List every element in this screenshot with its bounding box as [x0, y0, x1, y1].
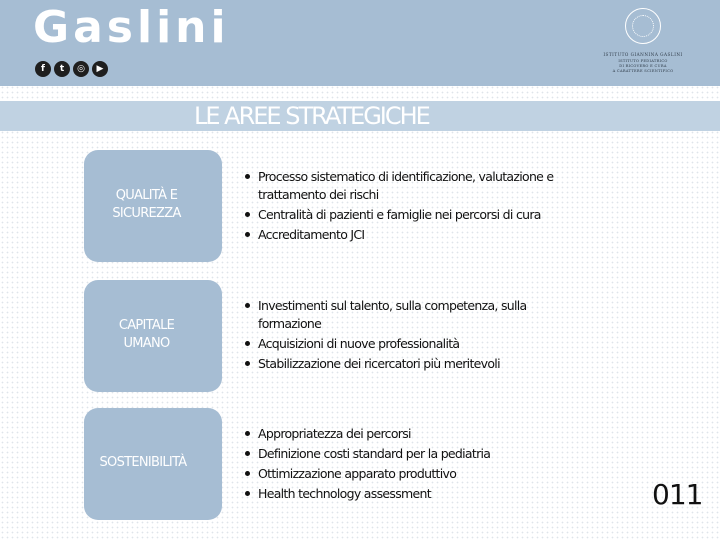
slide-title: LE AREE STRATEGICHE	[194, 102, 429, 130]
social-links	[35, 61, 108, 77]
facebook-icon[interactable]: f	[35, 61, 51, 77]
area-label: CAPITALE UMANO	[118, 318, 175, 351]
area-box-sustainability	[84, 408, 222, 520]
area-box-quality	[84, 150, 222, 262]
list-item: Stabilizzazione dei ricercatori più meritevoli	[242, 355, 587, 373]
instagram-icon[interactable]: ◎	[73, 61, 89, 77]
institute-name: ISTITUTO GIANNINA GASLINI	[603, 52, 683, 57]
list-item: Definizione costi standard per la pediatria	[242, 445, 587, 463]
list-item: Investimenti sul talento, sulla competenza, sulla formazione	[242, 297, 587, 333]
twitter-icon[interactable]: t	[54, 61, 70, 77]
area-label: QUALITÀ E SICUREZZA	[112, 188, 181, 221]
gaslini-logo[interactable]: Gaslini	[33, 2, 230, 53]
area-label: SOSTENIBILITÀ	[99, 455, 187, 470]
list-item: Accreditamento JCI	[242, 226, 587, 244]
area-bullets-human-capital	[242, 297, 587, 375]
youtube-icon[interactable]: ▶	[92, 61, 108, 77]
header-bar	[0, 0, 720, 86]
list-item: Appropriatezza dei percorsi	[242, 425, 587, 443]
list-item: Centralità di pazienti e famiglie nei percorsi di cura	[242, 206, 587, 224]
institute-seal-icon	[625, 8, 661, 44]
list-item: Processo sistematico di identificazione, valutazione e trattamento dei rischi	[242, 168, 587, 204]
area-bullets-quality	[242, 168, 587, 246]
institute-subtitle: ISTITUTO PEDIATRICO DI RICOVERO E CURA A CARATTERE SCIENTIFICO	[612, 59, 674, 73]
list-item: Acquisizioni di nuove professionalità	[242, 335, 587, 353]
list-item: Health technology assessment	[242, 485, 587, 503]
area-bullets-sustainability	[242, 425, 587, 505]
institute-logo	[598, 8, 688, 74]
page-number: 011	[652, 478, 703, 511]
area-box-human-capital	[84, 280, 222, 392]
list-item: Ottimizzazione apparato produttivo	[242, 465, 587, 483]
